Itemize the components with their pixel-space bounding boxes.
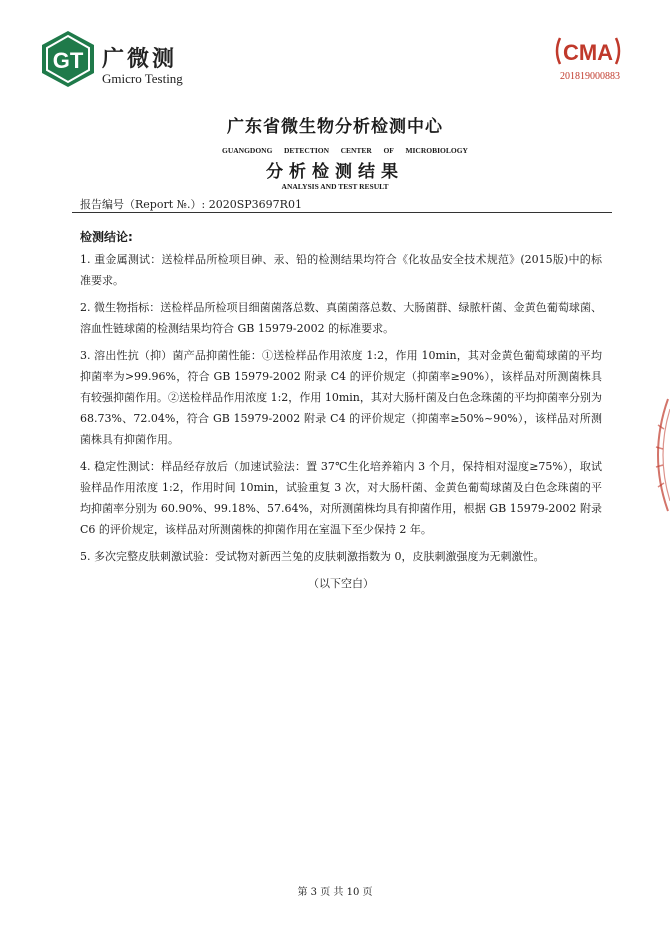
org-en-word: DETECTION [284, 146, 330, 155]
conclusion-heading: 检测结论: [80, 230, 133, 244]
blank-below-note: （以下空白） [308, 577, 374, 590]
svg-text:GT: GT [52, 48, 84, 73]
organization-title-en [222, 146, 468, 155]
org-en-word: GUANGDONG [222, 146, 273, 155]
header-divider [72, 212, 612, 213]
conclusion-item: 1. 重金属测试：送检样品所检项目砷、汞、铅的检测结果均符合《化妆品安全技术规范》(2015版)中的标准要求。 [80, 253, 602, 287]
org-en-word: OF [383, 146, 394, 155]
conclusion-section [80, 227, 602, 594]
gt-hexagon-logo-icon [40, 30, 96, 88]
cma-number: 201819000883 [560, 71, 620, 82]
cma-seal-icon [552, 34, 624, 68]
org-en-word: MICROBIOLOGY [405, 146, 468, 155]
org-en-word: CENTER [340, 146, 372, 155]
report-number: 报告编号（Report №.）: 2020SP3697R01 [80, 198, 302, 211]
organization-title: 广东省微生物分析检测中心 [227, 117, 443, 137]
conclusion-item: 2. 微生物指标：送检样品所检项目细菌菌落总数、真菌菌落总数、大肠菌群、绿脓杆菌、金黄色葡萄球菌、溶血性链球菌的检测结果均符合 GB 15979-2002 的标准要求。 [80, 301, 602, 335]
brand-name-en: Gmicro Testing [102, 71, 183, 86]
report-title-en: ANALYSIS AND TEST RESULT [281, 182, 389, 191]
partial-red-stamp-icon [640, 395, 670, 515]
brand-name-cn: 广微测 [102, 47, 178, 72]
page-number: 第 3 页 共 10 页 [297, 887, 373, 898]
gmicro-logo [40, 30, 200, 90]
cma-mark [544, 34, 634, 84]
conclusion-item: 4. 稳定性测试：样品经存放后（加速试验法：置 37℃生化培养箱内 3 个月，保持相对湿度≥75%），取试验样品作用浓度 1:2，作用时间 10min，试验重复 3 次，对大肠杆菌、金黄色葡萄球菌及白色念珠菌的平均抑菌率分别为 60.90%、99.18%、57.64%，对所测菌株均具有抑菌作用，根据 GB 15979-2002 附录 C6 的评价规定，该样品对所测菌株的抑菌作用在室温下至少保持 2 年。 [80, 460, 602, 536]
report-title: 分析检测结果 [266, 162, 404, 182]
svg-text:CMA: CMA [562, 40, 614, 65]
conclusion-item: 3. 溶出性抗（抑）菌产品抑菌性能：①送检样品作用浓度 1:2，作用 10min，其对金黄色葡萄球菌的平均抑菌率为>99.96%，符合 GB 15979-2002 附录 C4 的评价规定（抑菌率≥90%），该样品对所测菌株具有较强抑菌作用。②送检样品作用浓度 1:2，作用 10min，其对大肠杆菌及白色念珠菌的平均抑菌率分别为 68.73%、72.04%，符合 GB 15979-2002 附录 C4 的评价规定（抑菌率≥50%~90%），该样品对所测菌株具有抑菌作用。 [80, 349, 602, 446]
conclusion-item: 5. 多次完整皮肤刺激试验：受试物对新西兰兔的皮肤刺激指数为 0，皮肤刺激强度为无刺激性。 [80, 550, 545, 563]
